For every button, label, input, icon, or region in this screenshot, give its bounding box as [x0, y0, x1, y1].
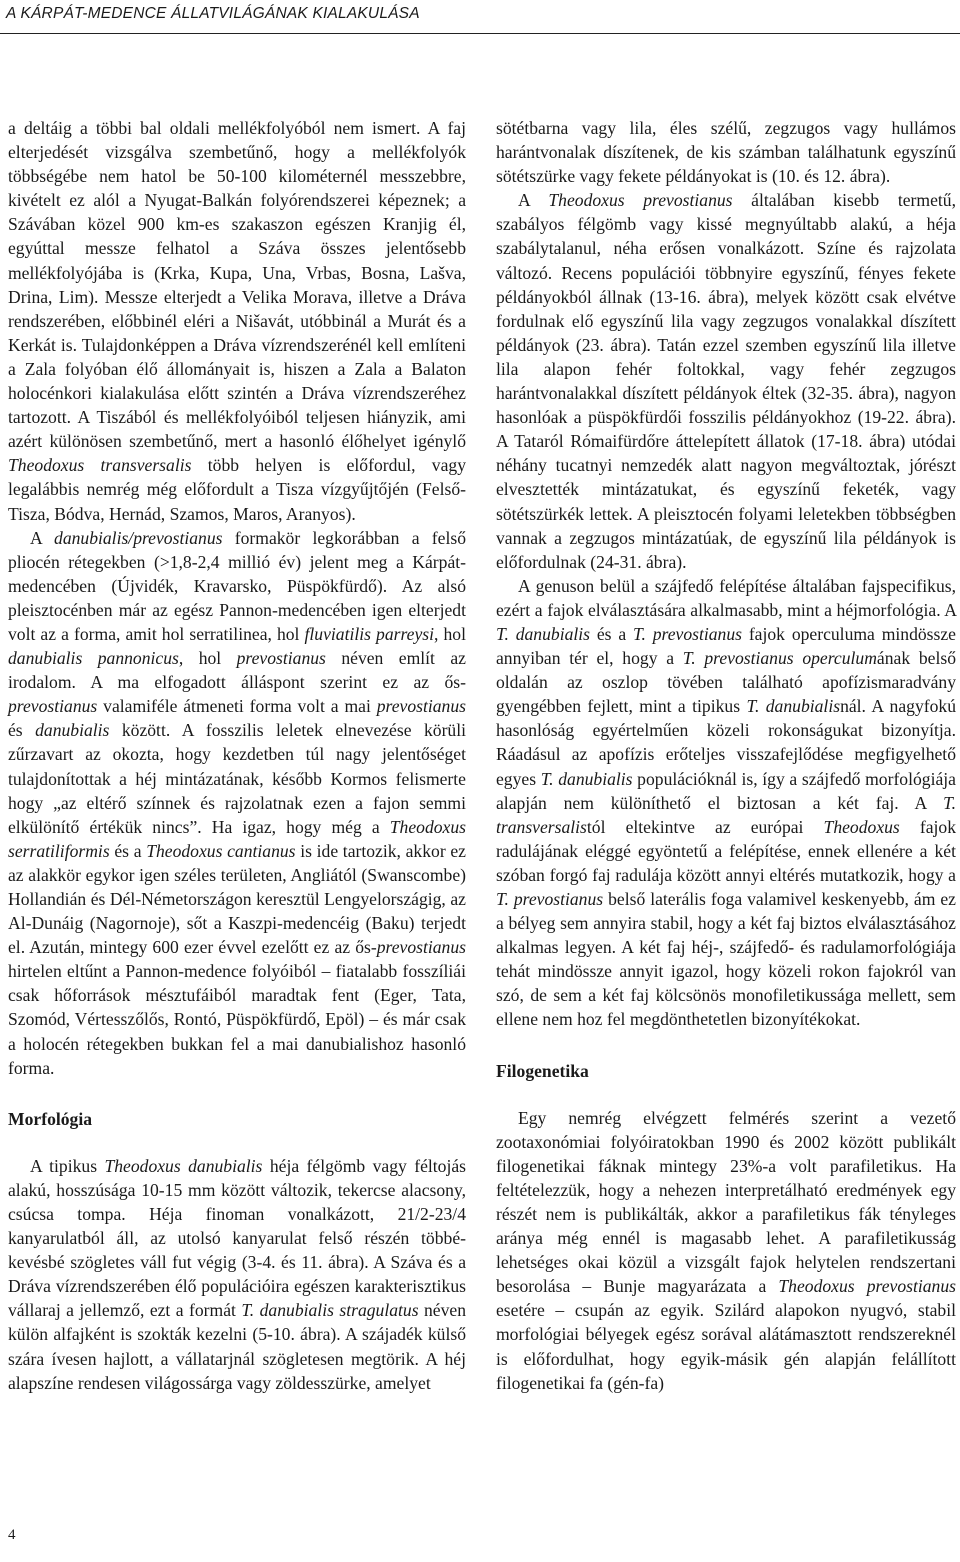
right-column	[496, 116, 956, 1395]
section-heading-morphology: Morfológia	[8, 1108, 93, 1129]
paragraph-morphology: A tipikus Theodoxus danubialis héja félgömb vagy féltojás alakú, hosszúsága 10-15 mm között változik, tekercse alacsony, csúcsa tompa. Héja finoman vonalkázott, 21/2-23/4 kanyarulatból áll, az utolsó kanyarulat felső részén többé-kevésbé szögletes váll fut végig (3-4. és 11. ábra). A Száva és a Dráva vízrendszerében élő populációira egészen karakterisztikus vállaraj a jellemző, ezt a formát T. danubialis stragulatus néven külön alfajként is szokták kezelni (5-10. ábra). A szájadék külső szára ívesen hajlott, a vállatarjnál szögletesen megtörik. A héj alapszíne rendesen világossárga vagy zöldesszürke, amelyet	[8, 1155, 466, 1393]
paragraph-phylogenetics: Egy nemrég elvégzett felmérés szerint a vezető zootaxonómiai folyóiratokban 1990 és 2002 között publikált filogenetikai fáknak mintegy 23%-a volt parafiletikus. Ha feltételezzük, hogy a nehezen interpretálható eredmények egy részét nem is publikálták, akkor a parafiletikus fák tényleges aránya még ennél is magasabb lehet. A parafiletikusság lehetséges okai közül a vizsgált fajok helytelen rendszertani besorolása – Bunje magyarázata a Theodoxus prevostianus esetére – csupán az egyik. Szilárd alapokon nyugvó, stabil morfológiai bélyegek egész sorával alátámasztott rendszereknél is előfordulhat, hogy egyik-másik gén alapján felállított filogenetikai fa (gén-fa)	[496, 1107, 956, 1393]
paragraph-operculum: A genuson belül a szájfedő felépítése általában fajspecifikus, ezért a fajok elválasztására alkalmasabb, mint a héjmorfológia. A T. danubialis és a T. prevostianus fajok operculuma mindössze annyiban tér el, hogy a T. prevostianus operculumának belső oldalán az oszlop tövében található apofízismaradvány gyengébben fejlett, mint a tipikus T. danubialisnál. A nagyfokú hasonlóság egyértelműen közeli rokonságukat bizonyítja. Ráadásul az apofízis erőteljes visszafejlődése megfigyelhető egyes T. danubialis populációknál is, így a szájfedő morfológiája alapján nem különíthető el biztosan a két faj. A T. transversalistól eltekintve az európai Theodoxus fajok radulájának eléggé egyöntetű a felépítése, ennek ellenére a két szóban forgó faj radulája között annyi eltérés mutatkozik, hogy a T. prevostianus belső laterális foga valamivel keskenyebb, ám ez a bélyeg sem annyira stabil, hogy a két faj biztos elválasztásához alkalmas legyen. A két faj héj-, szájfedő- és radulamorfológiája tehát mindössze annyit igazol, hogy közeli rokon fajokról van szó, de sem a két faj kölcsönös monofiletikussága mellett, sem ellene nem hoz fel megdönthetetlen bizonyítékokat.	[496, 575, 956, 1030]
section-heading-phylogenetics: Filogenetika	[496, 1060, 589, 1081]
left-column	[8, 116, 466, 1395]
paragraph-prevostianus: A Theodoxus prevostianus általában kisebb termetű, szabályos félgömb vagy kissé megnyúltabb alakú, a héja szabálytalanul, néha erősen vonalkázott. Színe és rajzolata változó. Recens populációi többnyire egyszínű, fényes fekete példányokból állnak (13-16. ábra), melyek között csak elvétve fordulnak elő egyszínű lila vagy zegzugos vonalakkal díszített példányok (23. ábra). Tatán ezzel szemben egyszínű lila illetve lila alapon fehér foltokkal, vagy fehér zegzugos harántvonalakkal díszített példányok éltek (32-35. ábra), nagyon hasonlóak a püspökfürdői fosszilis példányokhoz (19-22. ábra). A Tataról Rómaifürdőre áttelepített állatok (17-18. ábra) utódai néhány tucatnyi nemzedék alatt nagyon megváltoztak, jórészt elvesztették mintázatukat, és egyszínű feketék, vagy sötétszürkék lettek. A pleisztocén folyami leletekben többségben vannak a zegzugos mintázatúak, de egyszínű lila példányok is előfordulnak (24-31. ábra).	[496, 190, 956, 572]
paragraph-fossil-history: A danubialis/prevostianus formakör legkorábban a felső pliocén rétegekben (>1,8-2,4 millió év) jelent meg a Kárpát-medencében (Újvidék, Kravarsko, Püspökfürdő). Az alsó pleisztocénben már az egész Pannon-medencében igen elterjedt volt az a forma, amit hol serratilinea, hol fluviatilis parreysi, hol danubialis pannonicus, hol prevostianus néven említ az irodalom. A ma elfogadott álláspont szerint ez az ős-prevostianus valamiféle átmeneti forma volt a mai prevostianus és danubialis között. A fosszilis leletek elnevezése körüli zűrzavart az okozta, hogy kezdetben túl nagy jelentőséget tulajdonítottak a héj mintázatának, később Kormos felismerte hogy „az eltérő színnek és rajzolatnak ezen a fajon semmi elkülönítő értékük nincs”. Ha igaz, hogy még a Theodoxus serratiliformis és a Theodoxus cantianus is ide tartozik, akkor ez az alakkör egykor igen széles területen, Angliától (Swanscombe) Hollandián és Dél-Németországon keresztül Lengyelországig, az Al-Dunáig (Nagornoje), sőt a Kaszpi-medencéig (Baku) terjedt el. Azután, mintegy 600 ezer évvel ezelőtt ez az ős-prevostianus hirtelen eltűnt a Pannon-medence folyóiból – fiatalabb fosszíliái csak hőforrások mésztufáiból maradtak fent (Eger, Tata, Szomód, Vértesszőlős, Rontó, Püspökfürdő, Epöl) – és már csak a holocén rétegekben bukkan fel a mai danubialishoz hasonló forma.	[8, 527, 466, 1078]
paragraph-distribution: a deltáig a többi bal oldali mellékfolyóból nem ismert. A faj elterjedését vizsgálva szembetűnő, hogy a mellékfolyók többségébe nem hatol be 50-100 kilométernél messzebbre, kivételt ez alól a Nyugat-Balkán folyórendszerei képeznek; a Szávában közel 900 km-es szakaszon egészen Kranjig él, egyúttal messze felhatol a Száva összes jelentősebb mellékfolyójába is (Krka, Kupa, Una, Vrbas, Bosna, Lašva, Drina, Lim). Messze elterjedt a Velika Morava, illetve a Dráva rendszerében, előbbinél eléri a Nišavát, utóbbinál a Murát és a Kerkát is. Tulajdonképpen a Dráva vízrendszerénél kell említeni a Zala folyóban élő állományait is, hiszen a Zala a Balaton holocénkori kialakulása előtt szintén a Dráva vízrendszeréhez tartozott. A Tiszából és mellékfolyóiból teljesen hiányzik, ami azért különösen szembetűnő, mert a hasonló élőhelyet igénylő Theodoxus transversalis több helyen is előfordul, vagy legalábbis nemrég még előfordult a Tisza vízgyűjtőjén (Felső-Tisza, Bódva, Hernád, Szamos, Maros, Aranyos).	[8, 118, 466, 524]
page-number: 4	[8, 1527, 16, 1543]
paragraph-coloration: sötétbarna vagy lila, éles szélű, zegzugos vagy hullámos harántvonalak díszítenek, de kis számban találhatunk egyszínű sötétszürke vagy fekete példányokat is (10. és 12. ábra).	[496, 118, 956, 187]
running-head: A KÁRPÁT-MEDENCE ÁLLATVILÁGÁNAK KIALAKULÁSA	[0, 0, 960, 34]
